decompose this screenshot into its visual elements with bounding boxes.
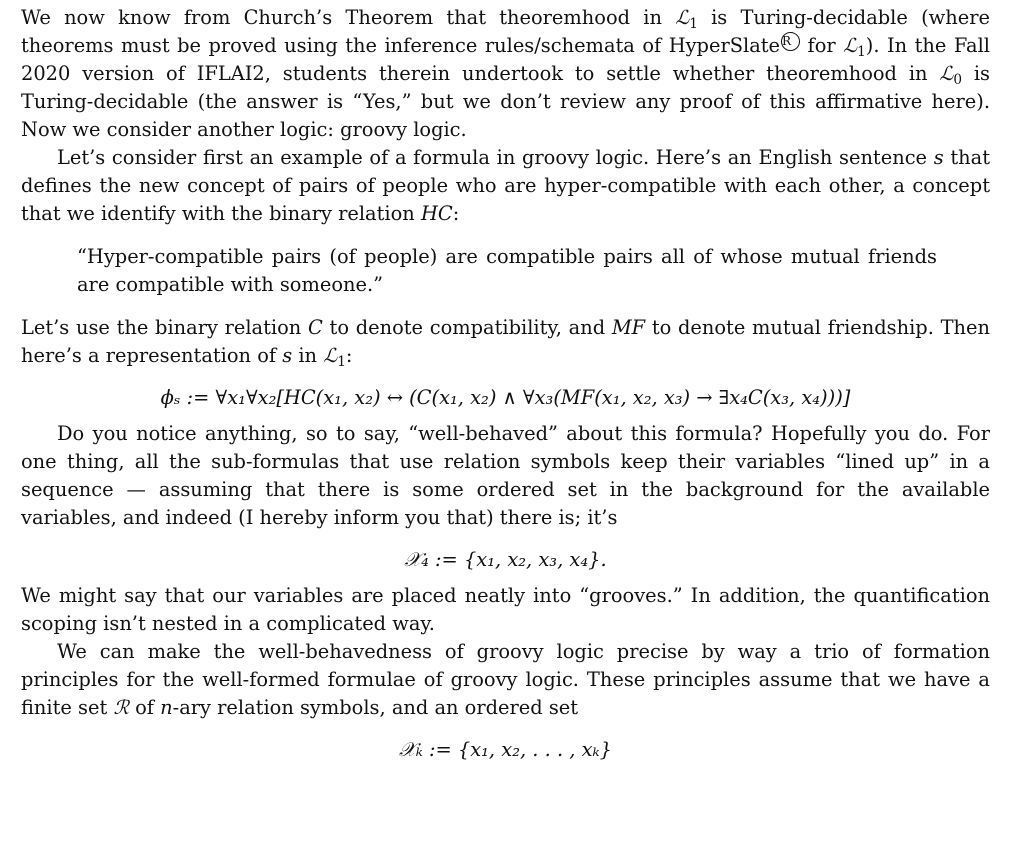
- document-page: [21, 4, 990, 772]
- logic-L1-symbol: ℒ$_1$: [843, 34, 866, 61]
- formula-phi-s: ϕₛ := ∀x₁∀x₂[HC(x₁, x₂) ↔ (C(x₁, x₂) ∧ ∀x₃(MF(x₁, x₂, x₃) → ∃x₄C(x₃, x₄)))]: [160, 386, 851, 409]
- paragraph-formation-principles: We can make the well-behavedness of groovy logic precise by way a trio of formation principles for the well-formed formulae of groovy logic. These principles assume that we have a finite set ℛ of n-ary relation symbols, and an ordered set: [21, 640, 990, 719]
- logic-L1-symbol: ℒ$_1$: [675, 6, 698, 33]
- paragraph-grooves: We might say that our variables are placed neatly into “grooves.” In addition, the quantification scoping isn’t nested in a complicated way.: [21, 584, 990, 635]
- paragraph-well-behaved: Do you notice anything, so to say, “well-behaved” about this formula? Hopefully you do. For one thing, all the sub-formulas that use relation symbols keep their variables “lined up” in a sequence — assuming that there is some ordered set in the background for the available variables, and indeed (I hereby inform you that) there is; it’s: [21, 422, 990, 529]
- paragraph-intro: We now know from Church’s Theorem that theoremhood in ℒ$_1$ is Turing-decidable (where theorems must be proved using the inference rules/schemata of HyperSlate R for ℒ$_1$). In the Fall 2020 version of IFLAI2, students therein undertook to settle whether theoremhood in ℒ$_0$ is Turing-decidable (the answer is “Yes,” but we don’t review any proof of this affirmative here). Now we consider another logic: groovy logic.: [21, 6, 990, 141]
- logic-L1-symbol: ℒ$_1$: [323, 344, 346, 371]
- paragraph-example: Let’s consider first an example of a formula in groovy logic. Here’s an English sentence s that defines the new concept of pairs of people who are hyper-compatible with each other, a concept that we identify with the binary relation HC:: [21, 146, 990, 225]
- paragraph-relations: Let’s use the binary relation C to denote compatibility, and MF to denote mutual friendship. Then here’s a representation of s in ℒ$_1$:: [21, 316, 990, 371]
- registered-mark: R: [781, 32, 800, 51]
- formula-variable-set-x4: 𝒳₄ := {x₁, x₂, x₃, x₄}.: [404, 548, 607, 571]
- formula-variable-set-xk: 𝒳ₖ := {x₁, x₂, . . . , xₖ}: [399, 738, 612, 761]
- logic-L0-symbol: ℒ$_0$: [939, 62, 962, 89]
- block-quote: “Hyper-compatible pairs (of people) are compatible pairs all of whose mutual friends are compatible with someone.”: [77, 245, 937, 296]
